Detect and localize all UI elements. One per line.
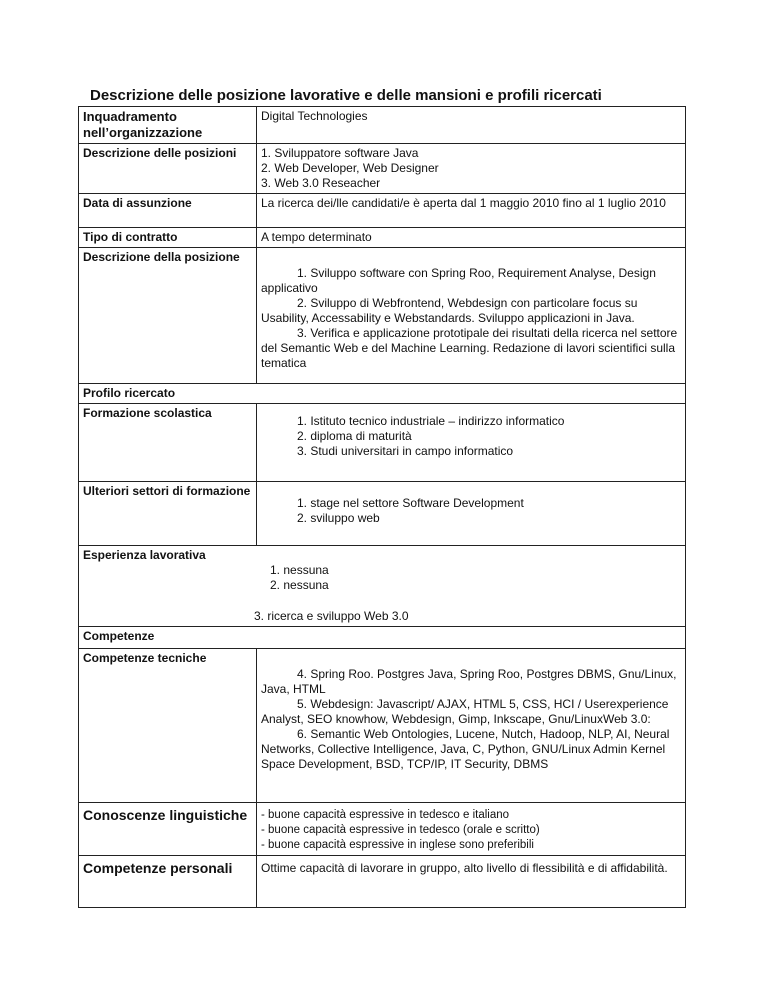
- list-item: 3. Studi universitari in campo informatico: [297, 444, 514, 458]
- list-item: 2. Web Developer, Web Designer: [261, 161, 439, 175]
- value-conoscenze-linguistiche: [257, 803, 686, 856]
- list-item: 2. nessuna: [270, 578, 329, 592]
- list-item: 1. stage nel settore Software Development: [297, 496, 524, 510]
- table-row: [79, 194, 686, 228]
- section-heading-competenze: Competenze: [79, 627, 686, 649]
- value-formazione: [257, 404, 686, 482]
- table-row: [79, 546, 686, 627]
- list-item: 1. Istituto tecnico industriale – indirizzo informatico: [297, 414, 565, 428]
- label-conoscenze-linguistiche: Conoscenze linguistiche: [79, 803, 257, 856]
- list-item: 6. Semantic Web Ontologies, Lucene, Nutch, Hadoop, NLP, AI, Neural Networks, Collective Intelligence, Java, C, Python, GNU/Linux Admin Kernel Space Development, BSD, TCP/IP, IT Security, DBMS: [261, 727, 670, 771]
- section-row: [79, 627, 686, 649]
- value-data-assunzione: La ricerca dei/lle candidati/e è aperta dal 1 maggio 2010 fino al 1 luglio 2010: [257, 194, 686, 228]
- value-descrizione-posizione: [257, 248, 686, 384]
- value-ulteriori: [257, 482, 686, 546]
- list-item: - buone capacità espressive in tedesco (orale e scritto): [261, 824, 540, 836]
- value-descrizione-posizioni: [257, 144, 686, 194]
- label-competenze-personali: Competenze personali: [79, 856, 257, 908]
- table-row: [79, 482, 686, 546]
- list-item: 3. Verifica e applicazione prototipale dei risultati della ricerca nel settore del Semantic Web e del Machine Learning. Redazione di lavori scientifici sulla tematica: [261, 326, 678, 370]
- list-item: 3. Web 3.0 Reseacher: [261, 176, 381, 190]
- list-item: 2. sviluppo web: [297, 511, 380, 525]
- label-tipo-contratto: Tipo di contratto: [79, 228, 257, 248]
- label-competenze-tecniche: Competenze tecniche: [79, 649, 257, 803]
- section-row: [79, 384, 686, 404]
- list-item: 4. Spring Roo. Postgres Java, Spring Roo, Postgres DBMS, Gnu/Linux, Java, HTML: [261, 667, 677, 696]
- list-item: - buone capacità espressive in tedesco e italiano: [261, 809, 510, 821]
- value-tipo-contratto: A tempo determinato: [257, 228, 686, 248]
- esperienza-list: [252, 563, 681, 624]
- list-item: 2. diploma di maturità: [297, 429, 412, 443]
- table-row: [79, 107, 686, 144]
- list-item: 1. nessuna: [270, 563, 329, 577]
- list-item: 1. Sviluppo software con Spring Roo, Requirement Analyse, Design applicativo: [261, 266, 656, 295]
- list-item: 3. ricerca e sviluppo Web 3.0: [254, 609, 409, 623]
- job-description-table: [78, 106, 686, 908]
- label-esperienza: Esperienza lavorativa: [83, 548, 206, 562]
- label-descrizione-posizione: Descrizione della posizione: [79, 248, 257, 384]
- table-row: [79, 404, 686, 482]
- section-heading-profilo: Profilo ricercato: [79, 384, 686, 404]
- label-formazione: Formazione scolastica: [79, 404, 257, 482]
- list-item: 1. Sviluppatore software Java: [261, 146, 419, 160]
- label-inquadramento: Inquadramento nell’organizzazione: [79, 107, 257, 144]
- label-ulteriori: Ulteriori settori di formazione: [79, 482, 257, 546]
- value-competenze-personali: Ottime capacità di lavorare in gruppo, alto livello di flessibilità e di affidabilità.: [257, 856, 686, 908]
- list-item: 5. Webdesign: Javascript/ AJAX, HTML 5, CSS, HCI / Userexperience Analyst, SEO knowhow, Webdesign, Gimp, Inkscape, Gnu/LinuxWeb 3.0:: [261, 697, 669, 726]
- document-title: Descrizione delle posizione lavorative e delle mansioni e profili ricercati: [90, 87, 602, 104]
- label-descrizione-posizioni: Descrizione delle posizioni: [79, 144, 257, 194]
- table-row: [79, 228, 686, 248]
- list-item: - buone capacità espressive in inglese sono preferibili: [261, 839, 534, 851]
- value-inquadramento: Digital Technologies: [257, 107, 686, 144]
- list-item: 2. Sviluppo di Webfrontend, Webdesign con particolare focus su Usability, Accessability e Webstandards. Sviluppo applicazioni in Java.: [261, 296, 638, 325]
- table-row: [79, 144, 686, 194]
- value-competenze-tecniche: [257, 649, 686, 803]
- table-row: [79, 248, 686, 384]
- table-row: [79, 649, 686, 803]
- esperienza-cell: [79, 546, 686, 627]
- table-row: [79, 803, 686, 856]
- table-row: [79, 856, 686, 908]
- label-data-assunzione: Data di assunzione: [79, 194, 257, 228]
